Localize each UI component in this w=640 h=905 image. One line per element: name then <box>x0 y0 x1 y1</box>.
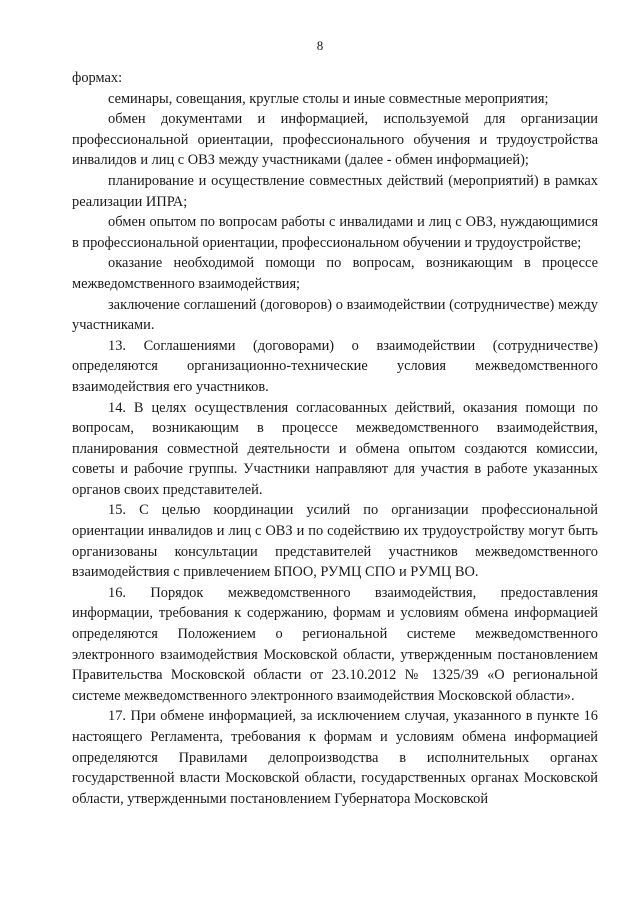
clause-17: 17. При обмене информацией, за исключением случая, указанного в пункте 16 настоящего Регламента, требования к формам и условиям обмена информацией определяются Правилами делопроизводства в исполнительных органах государственной власти Московской области, государственных органах Московской области, утвержденными постановлением Губернатора Московской <box>72 708 598 807</box>
list-item-agreements: заключение соглашений (договоров) о взаимодействии (сотрудничестве) между участниками. <box>72 296 598 334</box>
clause-13: 13. Соглашениями (договорами) о взаимодействии (сотрудничестве) определяются организационно-технические условия межведомственного взаимодействия его участников. <box>72 337 598 395</box>
clause-16: 16. Порядок межведомственного взаимодействия, предоставления информации, требования к содержанию, формам и условиям обмена информацией определяются Положением о региональной системе межведомственного электронного взаимодействия Московской области, утвержденным постановлением Правительства Московской области от 23.10.2012 № 1325/39 «О региональной системе межведомственного электронного взаимодействия Московской области». <box>72 584 598 704</box>
paragraph-continuation: формах: <box>72 70 123 86</box>
clause-14: 14. В целях осуществления согласованных действий, оказания помощи по вопросам, возникающим в процессе межведомственного взаимодействия, планирования совместной деятельности и обмена опытом создаются комиссии, советы и рабочие группы. Участники направляют для участия в работе указанных органов своих представителей. <box>72 399 598 498</box>
clause-15: 15. С целью координации усилий по организации профессиональной ориентации инвалидов и лиц с ОВЗ и по содействию их трудоустройству могут быть организованы консультации представителей участников межведомственного взаимодействия с привлечением БПОО, РУМЦ СПО и РУМЦ ВО. <box>72 502 598 581</box>
list-item-experience-exchange: обмен опытом по вопросам работы с инвалидами и лиц с ОВЗ, нуждающимися в профессиональной ориентации, профессиональном обучении и трудоустройстве; <box>72 214 598 251</box>
list-item-planning: планирование и осуществление совместных действий (мероприятий) в рамках реализации ИПРА; <box>72 172 598 210</box>
page-number: 8 <box>316 38 324 53</box>
list-item-document-exchange: обмен документами и информацией, используемой для организации профессиональной ориентации, профессионального обучения и трудоустройства инвалидов и лиц с ОВЗ между участниками (далее - обмен информацией); <box>72 111 598 169</box>
list-item-assistance: оказание необходимой помощи по вопросам, возникающим в процессе межведомственного взаимодействия; <box>72 255 598 292</box>
document-body <box>72 68 598 809</box>
list-item-seminars: семинары, совещания, круглые столы и иные совместные мероприятия; <box>108 90 549 107</box>
